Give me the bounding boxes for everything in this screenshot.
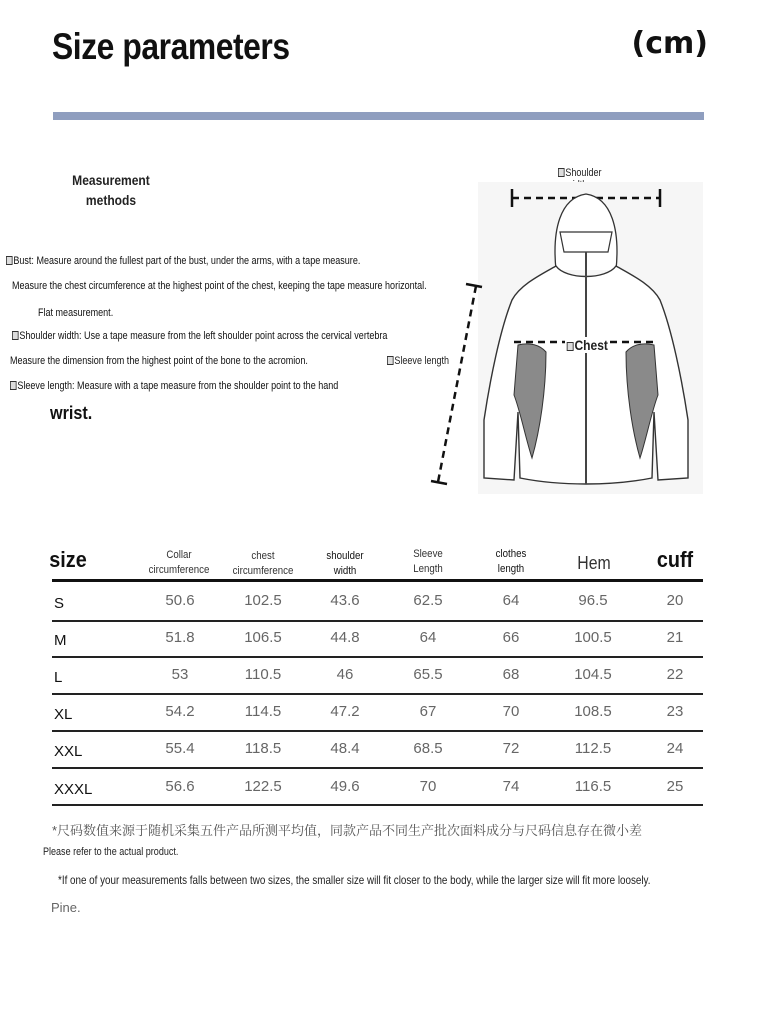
table-cell-sleeve: 68.5 [413,740,443,757]
sleeve-length-label: Sleeve length [387,355,449,367]
col-header-size: size [49,547,87,572]
note-fit: *If one of your measurements falls between two sizes, the smaller size will fit closer to the body, while the larger size will fit more loosely. [58,873,651,887]
table-cell-length: 74 [502,778,520,795]
col-header-hem: Hem [577,553,611,573]
table-cell-collar: 56.6 [165,778,195,795]
bullet-icon [567,342,574,351]
unit-label: (cm) [631,26,708,61]
shoulder-width-label: Shoulder [558,167,601,191]
table-cell-hem: 116.5 [574,778,612,795]
note-refer: Please refer to the actual product. [43,846,179,858]
chest-label: Chest [565,337,610,353]
col-header-collar: Collar circumference [148,549,210,576]
table-cell-sleeve: 65.5 [413,666,443,683]
table-cell-collar: 54.2 [165,703,195,720]
table-cell-hem: 96.5 [578,592,608,609]
col-header-length: clothes length [495,548,527,575]
table-cell-cuff: 25 [666,778,684,795]
table-cell-collar: 50.6 [165,592,195,609]
table-cell-cuff: 22 [666,666,684,683]
table-cell-chest: 106.5 [244,629,282,646]
col-header-chest: chest circumference [232,550,294,577]
table-cell-hem: 112.5 [574,740,612,757]
table-cell-chest: 118.5 [244,740,282,757]
table-cell-hem: 104.5 [574,666,612,683]
table-cell-size: XXL [54,743,83,760]
table-row-rule [52,804,703,806]
table-cell-sleeve: 62.5 [413,592,443,609]
table-row-rule [52,656,703,658]
table-cell-collar: 53 [171,666,189,683]
table-cell-shoulder: 43.6 [330,592,360,609]
table-cell-collar: 55.4 [165,740,195,757]
table-row-rule [52,693,703,695]
table-cell-sleeve: 64 [419,629,437,646]
table-cell-size: XL [54,706,73,723]
table-cell-length: 64 [502,592,520,609]
table-cell-length: 68 [502,666,520,683]
col-header-sleeve: Sleeve Length [413,548,443,575]
table-cell-size: S [54,595,65,612]
col-header-cuff: cuff [656,547,694,572]
table-cell-hem: 108.5 [574,703,612,720]
table-cell-sleeve: 70 [419,778,437,795]
table-cell-length: 66 [502,629,520,646]
note-pine: Pine. [51,900,81,915]
table-row-rule [52,620,703,622]
method-chest-note: Measure the chest circumference at the highest point of the chest, keeping the tape measure horizontal. [12,280,427,292]
table-cell-length: 72 [502,740,520,757]
table-row-rule [52,767,703,769]
table-header-rule [52,579,703,582]
table-row-rule [52,730,703,732]
note-chinese: *尺码数值来源于随机采集五件产品所测平均值，同款产品不同生产批次面料成分与尺码信息存在微小差 [52,823,643,838]
method-sleeve: Sleeve length: Measure with a tape measure from the shoulder point to the hand [10,380,338,392]
table-cell-sleeve: 67 [419,703,437,720]
table-cell-shoulder: 48.4 [330,740,360,757]
sleeve-measure-line [438,286,476,482]
table-cell-cuff: 21 [666,629,684,646]
method-shoulder: Shoulder width: Use a tape measure from the left shoulder point across the cervical vertebra [12,330,387,342]
table-cell-shoulder: 44.8 [330,629,360,646]
method-flat: Flat measurement. [38,307,114,319]
table-cell-chest: 122.5 [244,778,282,795]
table-cell-size: M [54,632,67,649]
col-header-shoulder: shoulder width [326,550,364,577]
table-cell-chest: 110.5 [244,666,282,683]
table-cell-length: 70 [502,703,520,720]
method-shoulder-note: Measure the dimension from the highest point of the bone to the acromion. [10,355,308,367]
table-cell-chest: 102.5 [244,592,282,609]
method-bust: Bust: Measure around the fullest part of the bust, under the arms, with a tape measure. [6,255,360,267]
table-cell-chest: 114.5 [244,703,282,720]
table-cell-cuff: 20 [666,592,684,609]
table-cell-size: XXXL [54,781,93,798]
table-cell-hem: 100.5 [574,629,612,646]
table-cell-shoulder: 49.6 [330,778,360,795]
method-sleeve-end: wrist. [50,403,93,423]
methods-heading-line2: methods [85,192,137,208]
table-cell-size: L [54,669,63,686]
table-cell-cuff: 24 [666,740,684,757]
table-cell-shoulder: 47.2 [330,703,360,720]
table-cell-shoulder: 46 [336,666,354,683]
table-cell-collar: 51.8 [165,629,195,646]
table-cell-cuff: 23 [666,703,684,720]
methods-heading-line1: Measurement [72,172,150,188]
page-title: Size parameters [52,26,290,67]
